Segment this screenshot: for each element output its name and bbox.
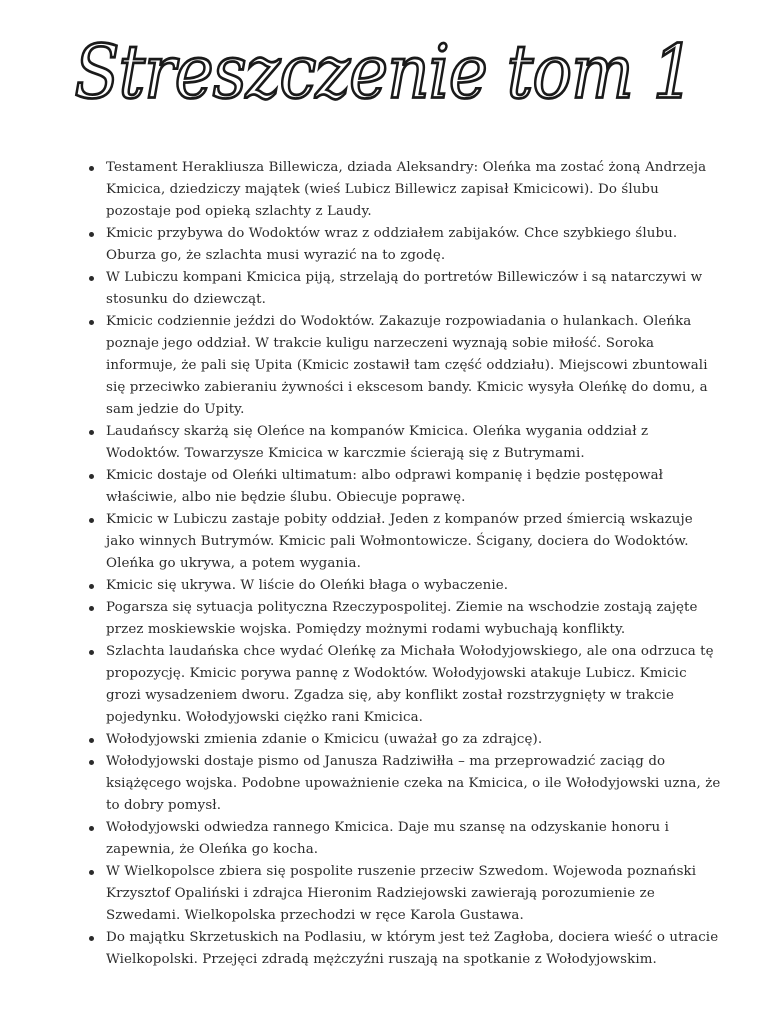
list-item-text: Kmicic się ukrywa. W liście do Oleńki błaga o wybaczenie. [106,578,509,593]
list-item [81,597,721,641]
list-item [81,751,721,817]
list-item-text: Kmicic przybywa do Wodoktów wraz z oddziałem zabijaków. Chce szybkiego ślubu. Oburza go, że szlachta musi wyrazić na to zgodę. [106,226,678,263]
list-item [81,817,721,861]
list-item-text: Laudańscy skarżą się Oleńce na kompanów Kmicica. Oleńka wygania oddział z Wodoktów. Towarzysze Kmicica w karczmie ścierają się z Butrymami. [106,424,649,461]
bullet-icon [89,870,94,875]
list-item [81,729,721,751]
bullet-icon [89,474,94,479]
list-item [81,223,721,267]
title-container [0,18,768,128]
list-item-text: Kmicic codziennie jeździ do Wodoktów. Zakazuje rozpowiadania o hulankach. Oleńka poznaje jego oddział. W trakcie kuligu narzeczeni wyznają sobie miłość. Soroka informuje, że pali się Upita (Kmicic zostawił tam część oddziału). Miejscowi zbuntowali się przeciwko zabieraniu żywności i ekscesom bandy. Kmicic wysyła Oleńkę do domu, a sam jedzie do Upity. [106,314,708,417]
list-item-text: W Lubiczu kompani Kmicica piją, strzelają do portretów Billewiczów i są natarczywi w stosunku do dziewcząt. [106,270,703,307]
bullet-icon [89,518,94,523]
list-item [81,861,721,927]
list-item [81,641,721,729]
page-title: Streszczenie tom 1 [74,29,694,116]
list-item [81,927,721,971]
bullet-icon [89,826,94,831]
summary-list [81,157,721,971]
bullet-icon [89,320,94,325]
list-item [81,157,721,223]
bullet-icon [89,606,94,611]
bullet-icon [89,166,94,171]
list-item-text: Testament Herakliusza Billewicza, dziada Aleksandry: Oleńka ma zostać żoną Andrzeja Kmicica, dziedziczy majątek (wieś Lubicz Billewicz zapisał Kmicicowi). Do ślubu pozostaje pod opieką szlachty z Laudy. [106,160,707,219]
list-item [81,465,721,509]
list-item-text: Kmicic dostaje od Oleńki ultimatum: albo odprawi kompanię i będzie postępował właściwie, albo nie będzie ślubu. Obiecuje poprawę. [106,468,664,505]
list-item-text: Wołodyjowski dostaje pismo od Janusza Radziwiłła – ma przeprowadzić zaciąg do książęcego wojska. Podobne upoważnienie czeka na Kmicica, o ile Wołodyjowski uzna, że to dobry pomysł. [106,754,721,813]
list-item-text: Pogarsza się sytuacja polityczna Rzeczypospolitej. Ziemie na wschodzie zostają zajęte przez moskiewskie wojska. Pomiędzy możnymi rodami wybuchają konflikty. [106,600,698,637]
list-item-text: Kmicic w Lubiczu zastaje pobity oddział. Jeden z kompanów przed śmiercią wskazuje jako winnych Butrymów. Kmicic pali Wołmontowicze. Ścigany, dociera do Wodoktów. Oleńka go ukrywa, a potem wygania. [106,512,693,571]
list-item-text: Wołodyjowski odwiedza rannego Kmicica. Daje mu szansę na odzyskanie honoru i zapewnia, że Oleńka go kocha. [106,820,669,857]
bullet-icon [89,760,94,765]
bullet-icon [89,738,94,743]
list-item-text: Wołodyjowski zmienia zdanie o Kmicicu (uważał go za zdrajcę). [106,732,543,747]
list-item [81,311,721,421]
bullet-icon [89,936,94,941]
list-item-text: Szlachta laudańska chce wydać Oleńkę za Michała Wołodyjowskiego, ale ona odrzuca tę propozycję. Kmicic porywa pannę z Wodoktów. Wołodyjowski atakuje Lubicz. Kmicic grozi wysadzeniem dworu. Zgadza się, aby konflikt został rozstrzygnięty w trakcie pojedynku. Wołodyjowski ciężko rani Kmicica. [106,644,714,725]
list-item-text: Do majątku Skrzetuskich na Podlasiu, w którym jest też Zagłoba, dociera wieść o utracie Wielkopolski. Przejęci zdradą mężczyźni ruszają na spotkanie z Wołodyjowskim. [106,930,719,967]
list-item [81,575,721,597]
list-item [81,421,721,465]
bullet-icon [89,650,94,655]
bullet-icon [89,276,94,281]
list-item [81,509,721,575]
bullet-icon [89,232,94,237]
list-item [81,267,721,311]
list-item-text: W Wielkopolsce zbiera się pospolite ruszenie przeciw Szwedom. Wojewoda poznański Krzysztof Opaliński i zdrajca Hieronim Radziejowski zawierają porozumienie ze Szwedami. Wielkopolska przechodzi w ręce Karola Gustawa. [106,864,697,923]
bullet-icon [89,584,94,589]
bullet-icon [89,430,94,435]
